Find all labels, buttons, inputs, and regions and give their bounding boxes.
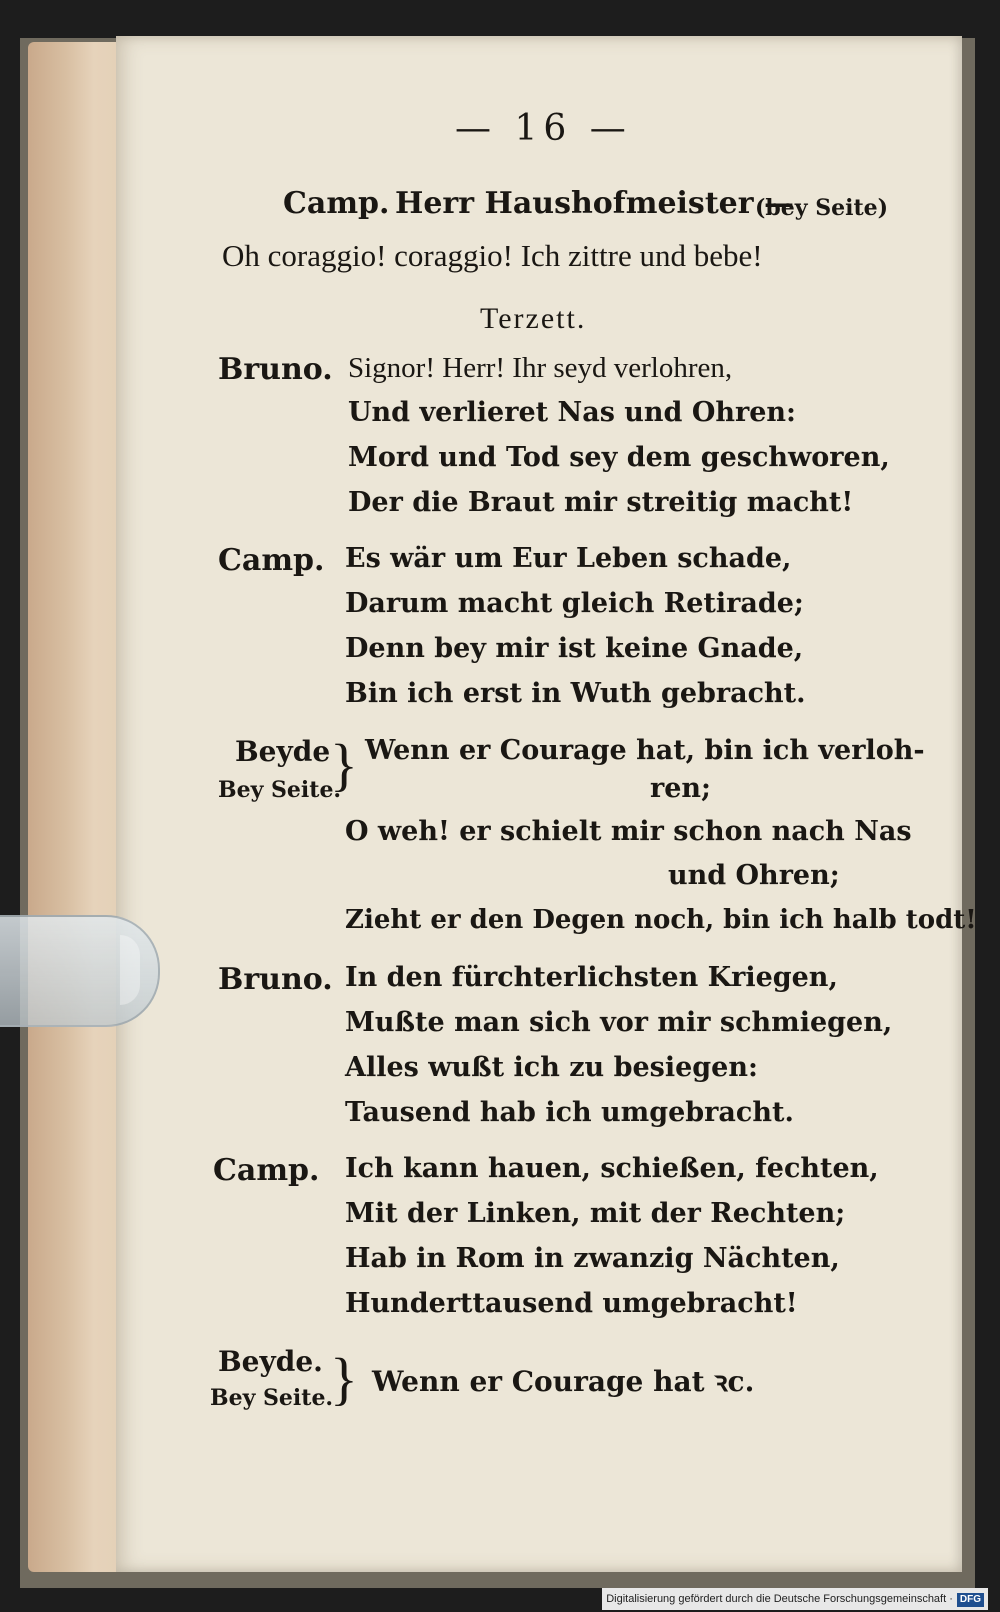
verse-line: ren; — [650, 773, 712, 804]
verse-line: Darum macht gleich Retirade; — [345, 588, 804, 619]
verse-line: Und verlieret Nas und Ohren: — [348, 397, 796, 428]
line-camp-text: Herr Haushofmeister — — [395, 186, 795, 221]
verse-line: Mord und Tod sey dem geschworen, — [348, 442, 890, 473]
verse-line: Denn bey mir ist keine Gnade, — [345, 633, 804, 664]
verse-line: und Ohren; — [668, 860, 840, 891]
verse-line: Hunderttausend umgebracht! — [345, 1288, 798, 1319]
page-number: — 16 — — [455, 108, 632, 149]
verse-line: Alles wußt ich zu besiegen: — [345, 1052, 758, 1083]
verse-line: Hab in Rom in zwanzig Nächten, — [345, 1243, 840, 1274]
verse-line: O weh! er schielt mir schon nach Nas — [345, 816, 912, 847]
verse-line: In den fürchterlichsten Kriegen, — [345, 962, 838, 993]
stage-direction: Bey Seite. — [218, 777, 342, 803]
verse-line: Es wär um Eur Leben schade, — [345, 543, 792, 574]
verse-line: Tausend hab ich umgebracht. — [345, 1097, 794, 1128]
line-camp-speaker: Camp. — [283, 186, 390, 221]
footer-text: Digitalisierung gefördert durch die Deutsche Forschungsgemeinschaft · — [606, 1593, 953, 1605]
verse-line: Wenn er Courage hat, bin ich verloh- — [365, 735, 925, 766]
speaker-camp: Camp. — [213, 1153, 320, 1188]
stage-direction: Bey Seite. — [210, 1385, 334, 1411]
digitization-footer — [602, 1588, 988, 1610]
page-clip-highlight — [120, 935, 140, 1005]
verse-line: Mit der Linken, mit der Rechten; — [345, 1198, 846, 1229]
stage-direction: (bey Seite) — [755, 195, 889, 221]
verse-line: Ich kann hauen, schießen, fechten, — [345, 1153, 879, 1184]
verse-line: Der die Braut mir streitig macht! — [348, 487, 854, 518]
line-coraggio: Oh coraggio! coraggio! Ich zittre und bebe! — [222, 238, 763, 273]
speaker-camp: Camp. — [218, 543, 325, 578]
speaker-bruno: Bruno. — [218, 962, 333, 997]
dfg-logo: DFG — [957, 1593, 984, 1607]
verse-line: Mußte man sich vor mir schmiegen, — [345, 1007, 893, 1038]
speaker-beyde: Beyde. — [218, 1345, 323, 1378]
verse-line: Wenn er Courage hat ꝛc. — [372, 1365, 755, 1398]
verse-line: Signor! Herr! Ihr seyd verlohren, — [348, 352, 733, 384]
brace-icon: } — [330, 1346, 358, 1411]
section-heading: Terzett. — [480, 302, 587, 335]
speaker-bruno: Bruno. — [218, 352, 333, 387]
verse-line: Zieht er den Degen noch, bin ich halb todt! — [345, 905, 977, 935]
speaker-beyde: Beyde — [235, 735, 331, 768]
brace-icon: } — [330, 732, 358, 797]
verse-line: Bin ich erst in Wuth gebracht. — [345, 678, 806, 709]
